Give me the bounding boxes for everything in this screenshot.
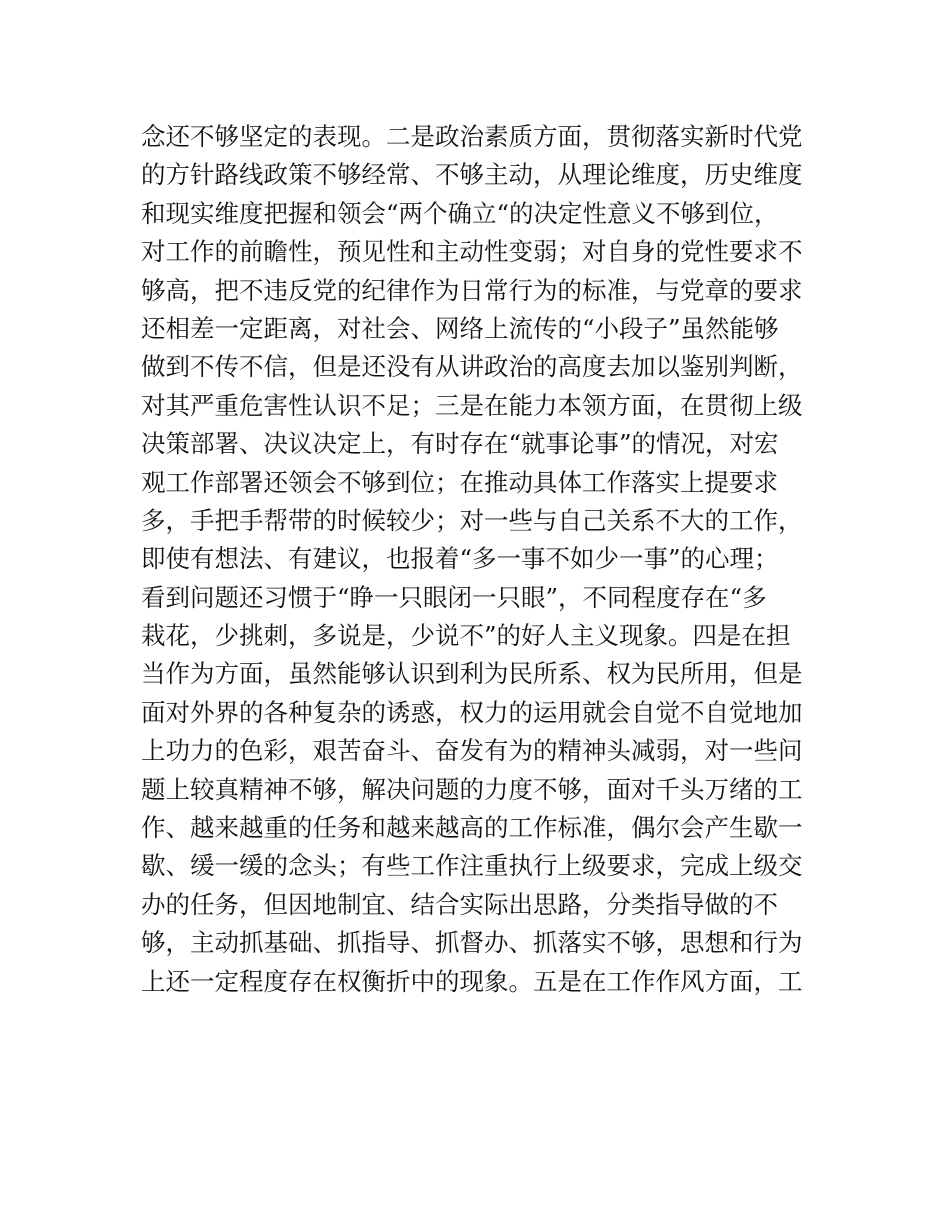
text-line: 做到不传不信，但是还没有从讲政治的高度去加以鉴别判断， bbox=[141, 352, 803, 382]
text-line: 对工作的前瞻性，预见性和主动性变弱；对自身的党性要求不 bbox=[141, 237, 803, 267]
text-line: 的方针路线政策不够经常、不够主动，从理论维度，历史维度 bbox=[141, 160, 803, 190]
text-line: 栽花，少挑刺，多说是，少说不”的好人主义现象。四是在担 bbox=[141, 621, 791, 651]
text-line: 上功力的色彩，艰苦奋斗、奋发有为的精神头减弱，对一些问 bbox=[141, 736, 803, 766]
body-paragraph bbox=[141, 118, 821, 1001]
text-line: 对其严重危害性认识不足；三是在能力本领方面，在贯彻上级 bbox=[141, 390, 803, 420]
text-line: 决策部署、决议决定上，有时存在“就事论事”的情况，对宏 bbox=[141, 429, 779, 459]
text-line: 多，手把手帮带的时候较少；对一些与自己关系不大的工作， bbox=[141, 505, 803, 535]
text-line: 够，主动抓基础、抓指导、抓督办、抓落实不够，思想和行为 bbox=[141, 928, 803, 958]
text-line: 题上较真精神不够，解决问题的力度不够，面对千头万绪的工 bbox=[141, 774, 803, 804]
text-line: 观工作部署还领会不够到位；在推动具体工作落实上提要求 bbox=[141, 467, 778, 497]
text-line: 办的任务，但因地制宜、结合实际出思路，分类指导做的不 bbox=[141, 889, 778, 919]
text-line: 当作为方面，虽然能够认识到利为民所系、权为民所用，但是 bbox=[141, 659, 803, 689]
text-line: 还相差一定距离，对社会、网络上流传的“小段子”虽然能够 bbox=[141, 313, 779, 343]
text-line: 念还不够坚定的表现。二是政治素质方面，贯彻落实新时代党 bbox=[141, 122, 803, 151]
text-line: 面对外界的各种复杂的诱惑，权力的运用就会自觉不自觉地加 bbox=[141, 697, 803, 727]
text-line: 够高，把不违反党的纪律作为日常行为的标准，与党章的要求 bbox=[141, 275, 803, 305]
text-line: 歇、缓一缓的念头；有些工作注重执行上级要求，完成上级交 bbox=[141, 851, 803, 881]
text-line: 即使有想法、有建议，也报着“多一事不如少一事”的心理； bbox=[141, 544, 779, 574]
text-line: 和现实维度把握和领会“两个确立“的决定性意义不够到位， bbox=[141, 198, 779, 228]
text-line: 作、越来越重的任务和越来越高的工作标准，偶尔会产生歇一 bbox=[141, 813, 803, 843]
text-line: 上还一定程度存在权衡折中的现象。五是在工作作风方面，工 bbox=[141, 966, 803, 996]
text-line: 看到问题还习惯于“睁一只眼闭一只眼”，不同程度存在“多 bbox=[141, 582, 767, 612]
